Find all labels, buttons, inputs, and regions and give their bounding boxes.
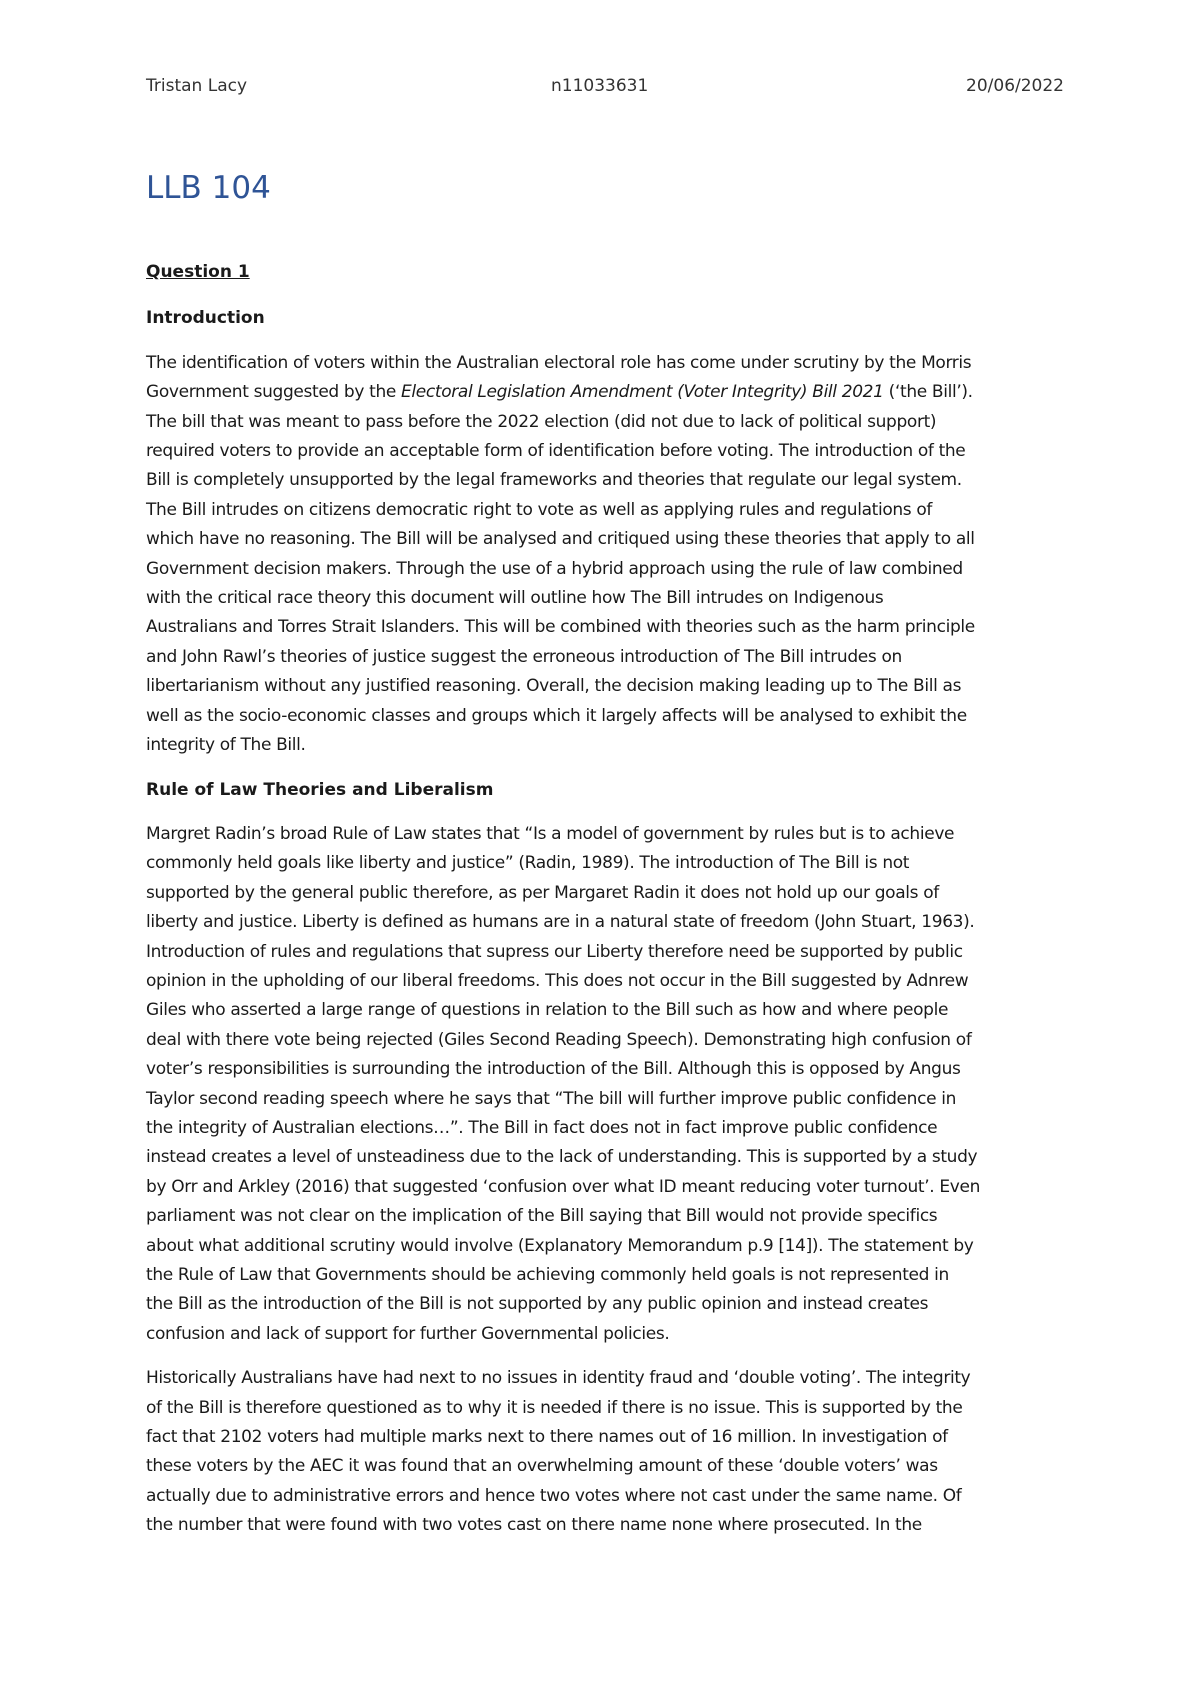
- text-line: voter’s responsibilities is surrounding the introduction of the Bill. Although this is opposed by Angus: [146, 1059, 961, 1080]
- text-line: parliament was not clear on the implication of the Bill saying that Bill would not provide specifics: [146, 1206, 938, 1227]
- sections-container: [146, 304, 1076, 1540]
- text-line: about what additional scrutiny would involve (Explanatory Memorandum p.9 [14]). The statement by: [146, 1235, 974, 1256]
- text-line: Australians and Torres Strait Islanders. This will be combined with theories such as the harm principle: [146, 617, 975, 638]
- paragraph: [146, 1364, 1076, 1540]
- text-line: required voters to provide an acceptable form of identification before voting. The introduction of the: [146, 441, 966, 462]
- text-line: commonly held goals like liberty and justice” (Radin, 1989). The introduction of The Bill is not: [146, 853, 910, 874]
- text-line: these voters by the AEC it was found that an overwhelming amount of these ‘double voters’ was: [146, 1456, 938, 1477]
- text-line: deal with there vote being rejected (Giles Second Reading Speech). Demonstrating high confusion of: [146, 1029, 972, 1050]
- text-line: Introduction of rules and regulations that supress our Liberty therefore need be supported by public: [146, 941, 963, 962]
- text-line: Government decision makers. Through the use of a hybrid approach using the rule of law combined: [146, 558, 963, 579]
- paragraph: [146, 820, 1076, 1349]
- text-line: The identification of voters within the Australian electoral role has come under scrutiny by the Morris: [146, 352, 972, 373]
- text-line: liberty and justice. Liberty is defined as humans are in a natural state of freedom (John Stuart, 1963).: [146, 912, 975, 933]
- text-line: which have no reasoning. The Bill will be analysed and critiqued using these theories that apply to all: [146, 529, 975, 550]
- text-line: confusion and lack of support for further Governmental policies.: [146, 1323, 670, 1344]
- header-date: 20/06/2022: [966, 76, 1064, 96]
- text-line: opinion in the upholding of our liberal freedoms. This does not occur in the Bill suggested by Adnrew: [146, 970, 969, 991]
- document-body: [146, 258, 1076, 1556]
- text-line: the Bill as the introduction of the Bill is not supported by any public opinion and instead creates: [146, 1294, 929, 1315]
- text-line: integrity of The Bill.: [146, 735, 306, 756]
- paragraph: [146, 349, 1076, 761]
- text-line: the integrity of Australian elections…”. The Bill in fact does not in fact improve public confidence: [146, 1117, 938, 1138]
- text-line: Taylor second reading speech where he says that “The bill will further improve public confidence in: [146, 1088, 957, 1109]
- text-line: the number that were found with two votes cast on there name none where prosecuted. In the: [146, 1515, 922, 1536]
- document-title: LLB 104: [146, 170, 271, 206]
- text-line: Margret Radin’s broad Rule of Law states that “Is a model of government by rules but is to achieve: [146, 823, 955, 844]
- text-line: The bill that was meant to pass before the 2022 election (did not due to lack of political support): [146, 411, 937, 432]
- text-line: and John Rawl’s theories of justice suggest the erroneous introduction of The Bill intrudes on: [146, 646, 902, 667]
- text-line: instead creates a level of unsteadiness due to the lack of understanding. This is supported by a study: [146, 1147, 978, 1168]
- text-line: actually due to administrative errors and hence two votes where not cast under the same name. Of: [146, 1485, 962, 1506]
- text-line: Bill is completely unsupported by the legal frameworks and theories that regulate our legal system.: [146, 470, 962, 491]
- text-line: Government suggested by the Electoral Legislation Amendment (Voter Integrity) Bill 2021 (‘the Bill’).: [146, 382, 973, 403]
- text-line: by Orr and Arkley (2016) that suggested ‘confusion over what ID meant reducing voter turnout’. Even: [146, 1176, 981, 1197]
- text-line: libertarianism without any justified reasoning. Overall, the decision making leading up to The Bill as: [146, 676, 962, 697]
- text-line: supported by the general public therefore, as per Margaret Radin it does not hold up our goals of: [146, 882, 939, 903]
- page-header: [146, 76, 1064, 100]
- question-heading: Question 1: [146, 262, 250, 282]
- text-line: of the Bill is therefore questioned as to why it is needed if there is no issue. This is supported by the: [146, 1397, 963, 1418]
- text-line: well as the socio-economic classes and groups which it largely affects will be analysed to exhibit the: [146, 705, 967, 726]
- text-line: Giles who asserted a large range of questions in relation to the Bill such as how and where people: [146, 1000, 949, 1021]
- section-heading: Rule of Law Theories and Liberalism: [146, 779, 494, 800]
- author-name: Tristan Lacy: [146, 76, 248, 96]
- text-line: Historically Australians have had next to no issues in identity fraud and ‘double voting’. The integrity: [146, 1368, 971, 1389]
- text-line: fact that 2102 voters had multiple marks next to there names out of 16 million. In investigation of: [146, 1427, 948, 1448]
- italic-title: Electoral Legislation Amendment (Voter Integrity) Bill 2021: [401, 382, 884, 403]
- section-heading: Introduction: [146, 308, 265, 329]
- text-line: The Bill intrudes on citizens democratic right to vote as well as applying rules and regulations of: [146, 499, 933, 520]
- text-line: the Rule of Law that Governments should be achieving commonly held goals is not represented in: [146, 1265, 949, 1285]
- student-number: n11033631: [551, 76, 649, 96]
- text-line: with the critical race theory this document will outline how The Bill intrudes on Indigenous: [146, 588, 884, 609]
